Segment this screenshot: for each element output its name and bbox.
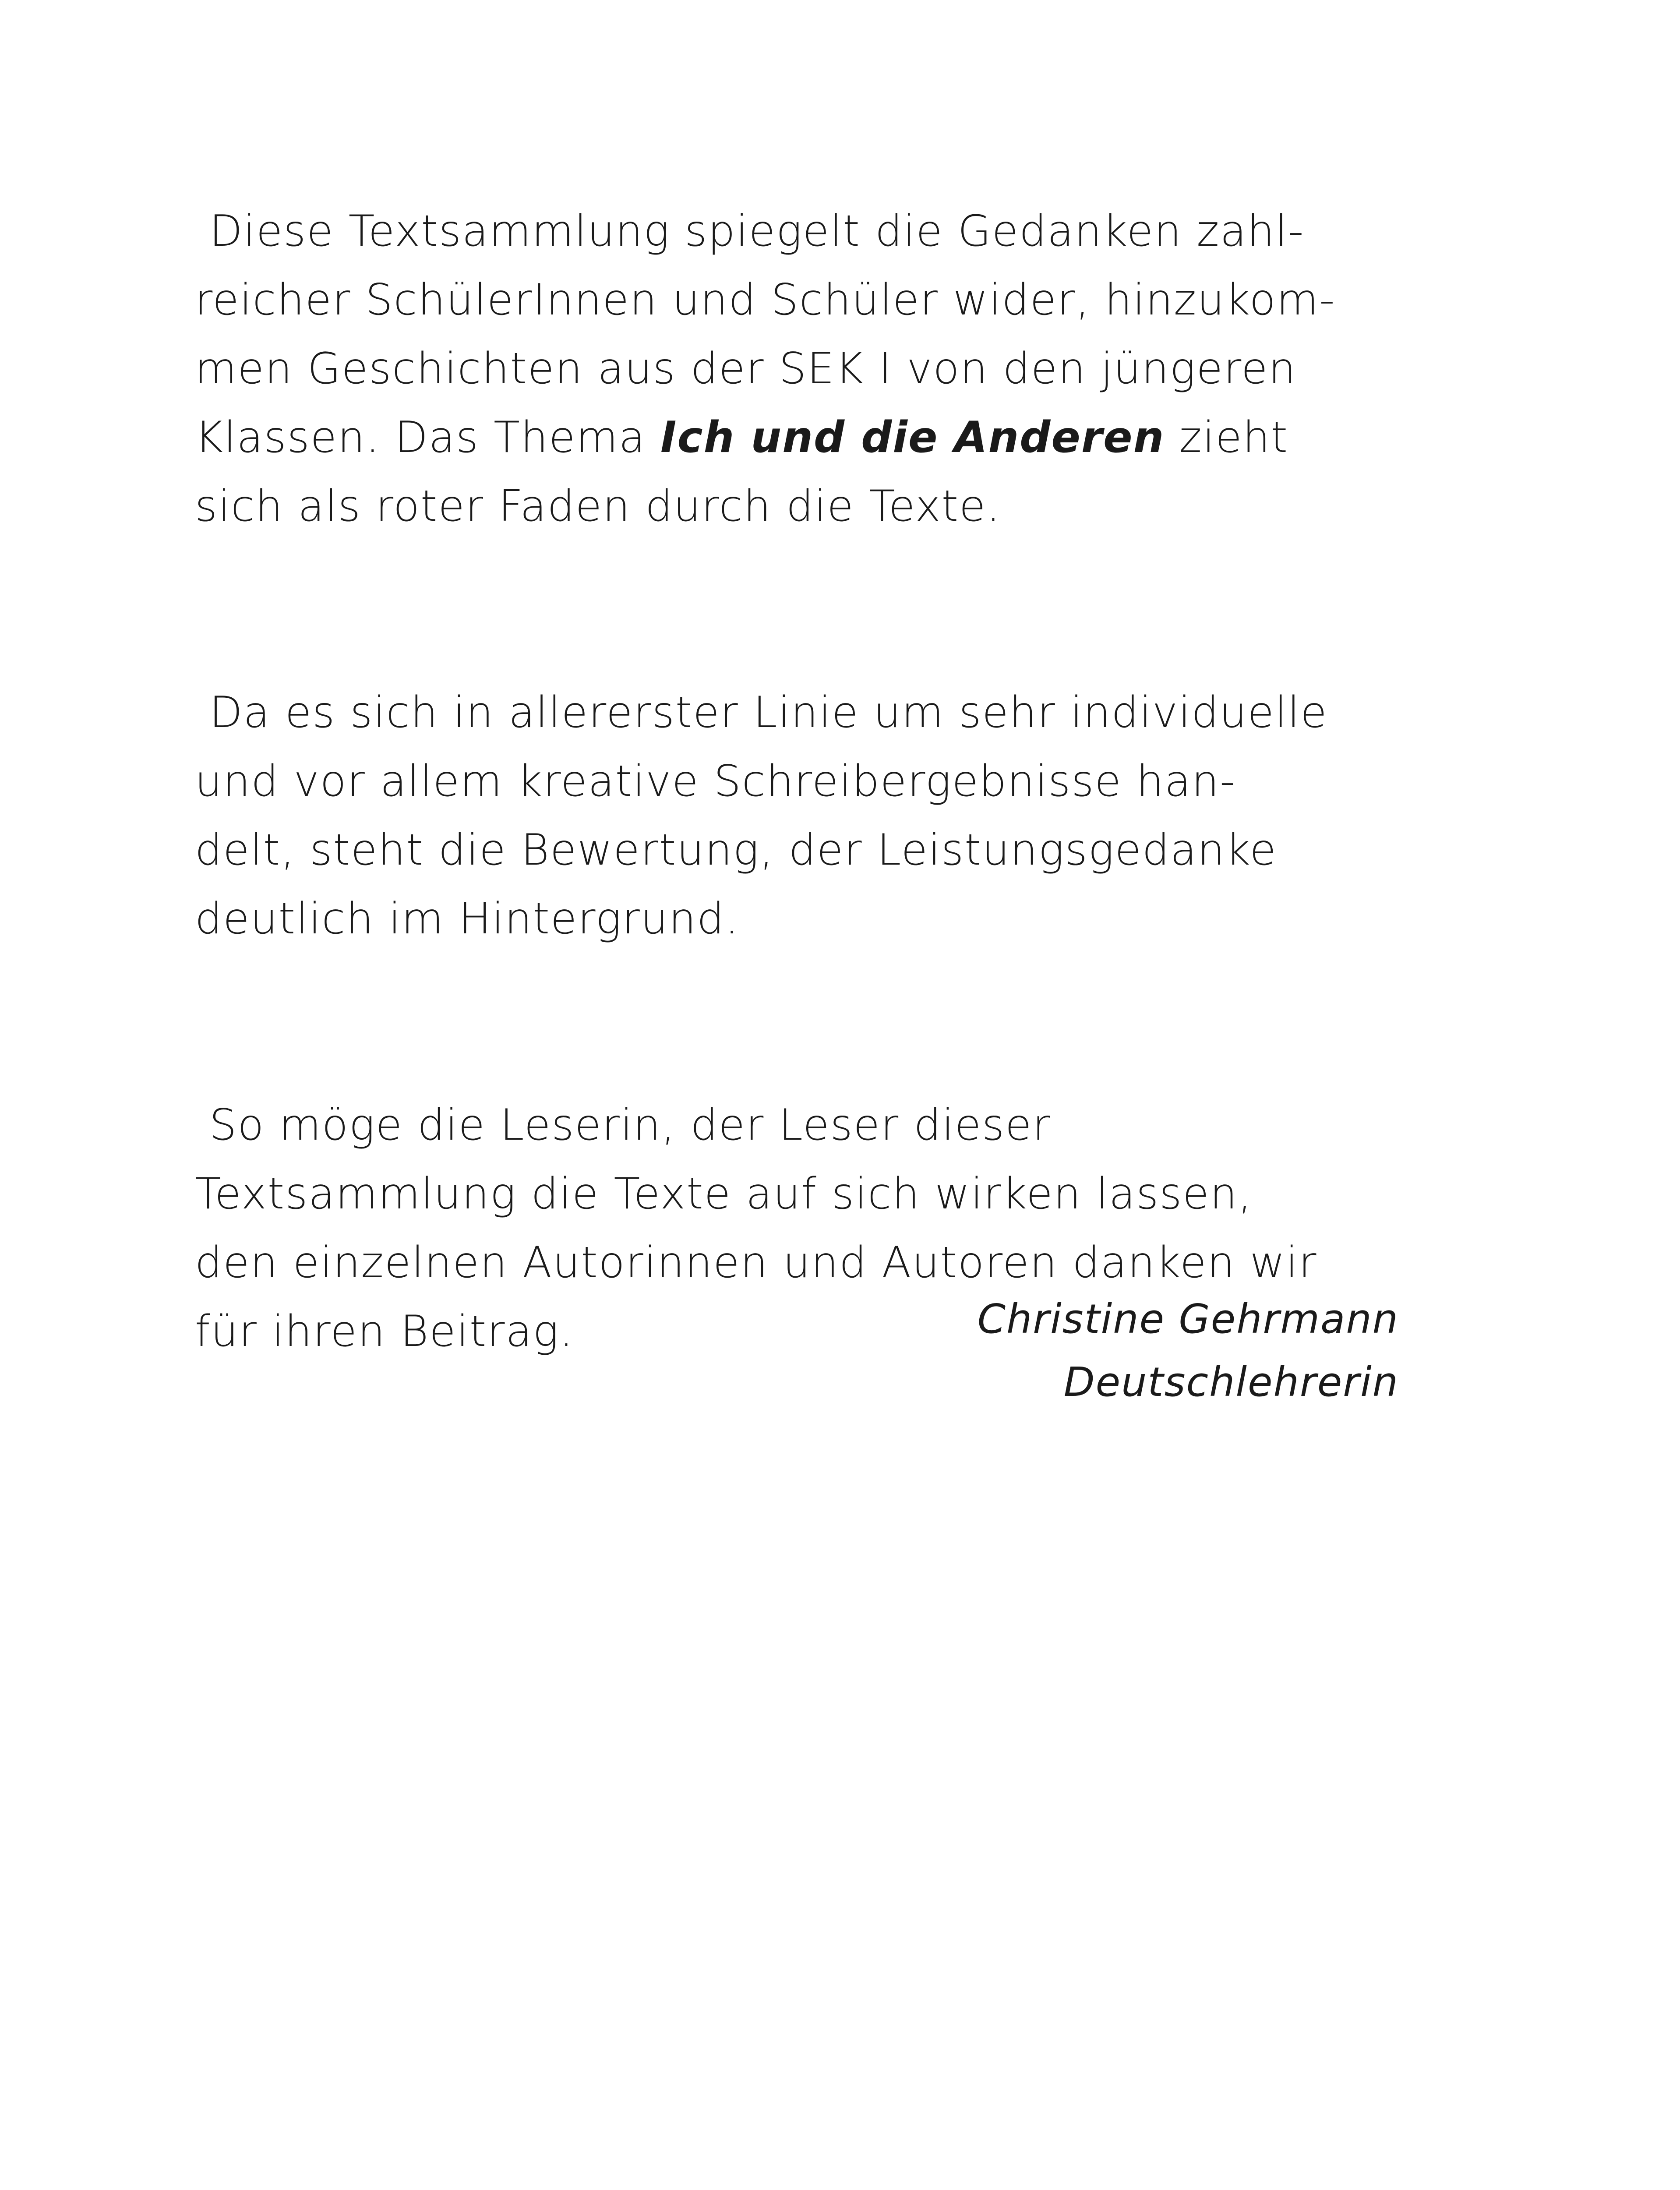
text-line: deutlich im Hintergrund. <box>195 894 740 944</box>
text-fragment: Klassen. Das Thema <box>195 413 661 463</box>
signature-block <box>978 1288 1399 1414</box>
text-line: Diese Textsammlung spiegelt die Gedanken zahl- <box>195 206 1305 256</box>
paragraph-1 <box>195 197 1421 541</box>
author-role: Deutschlehrerin <box>1063 1359 1399 1406</box>
theme-title: Ich und die Anderen <box>660 413 1165 463</box>
text-line <box>195 403 1421 472</box>
text-line: reicher SchülerInnen und Schüler wider, hinzukom- <box>195 275 1336 325</box>
text-line: Textsammlung die Texte auf sich wirken lassen, <box>195 1169 1253 1219</box>
text-line: Da es sich in allererster Linie um sehr individuelle <box>195 688 1328 738</box>
text-line: So möge die Leserin, der Leser dieser <box>195 1100 1051 1150</box>
text-line: delt, steht die Bewertung, der Leistungsgedanke <box>195 825 1277 875</box>
text-line: und vor allem kreative Schreibergebnisse han- <box>195 756 1236 806</box>
text-line: für ihren Beitrag. <box>195 1307 574 1356</box>
text-line: den einzelnen Autorinnen und Autoren danken wir <box>195 1238 1317 1288</box>
author-name: Christine Gehrmann <box>977 1296 1399 1342</box>
text-line: sich als roter Faden durch die Texte. <box>195 481 1001 531</box>
text-line: men Geschichten aus der SEK I von den jüngeren <box>195 344 1297 394</box>
paragraph-2 <box>195 678 1421 954</box>
text-fragment: zieht <box>1165 413 1289 463</box>
